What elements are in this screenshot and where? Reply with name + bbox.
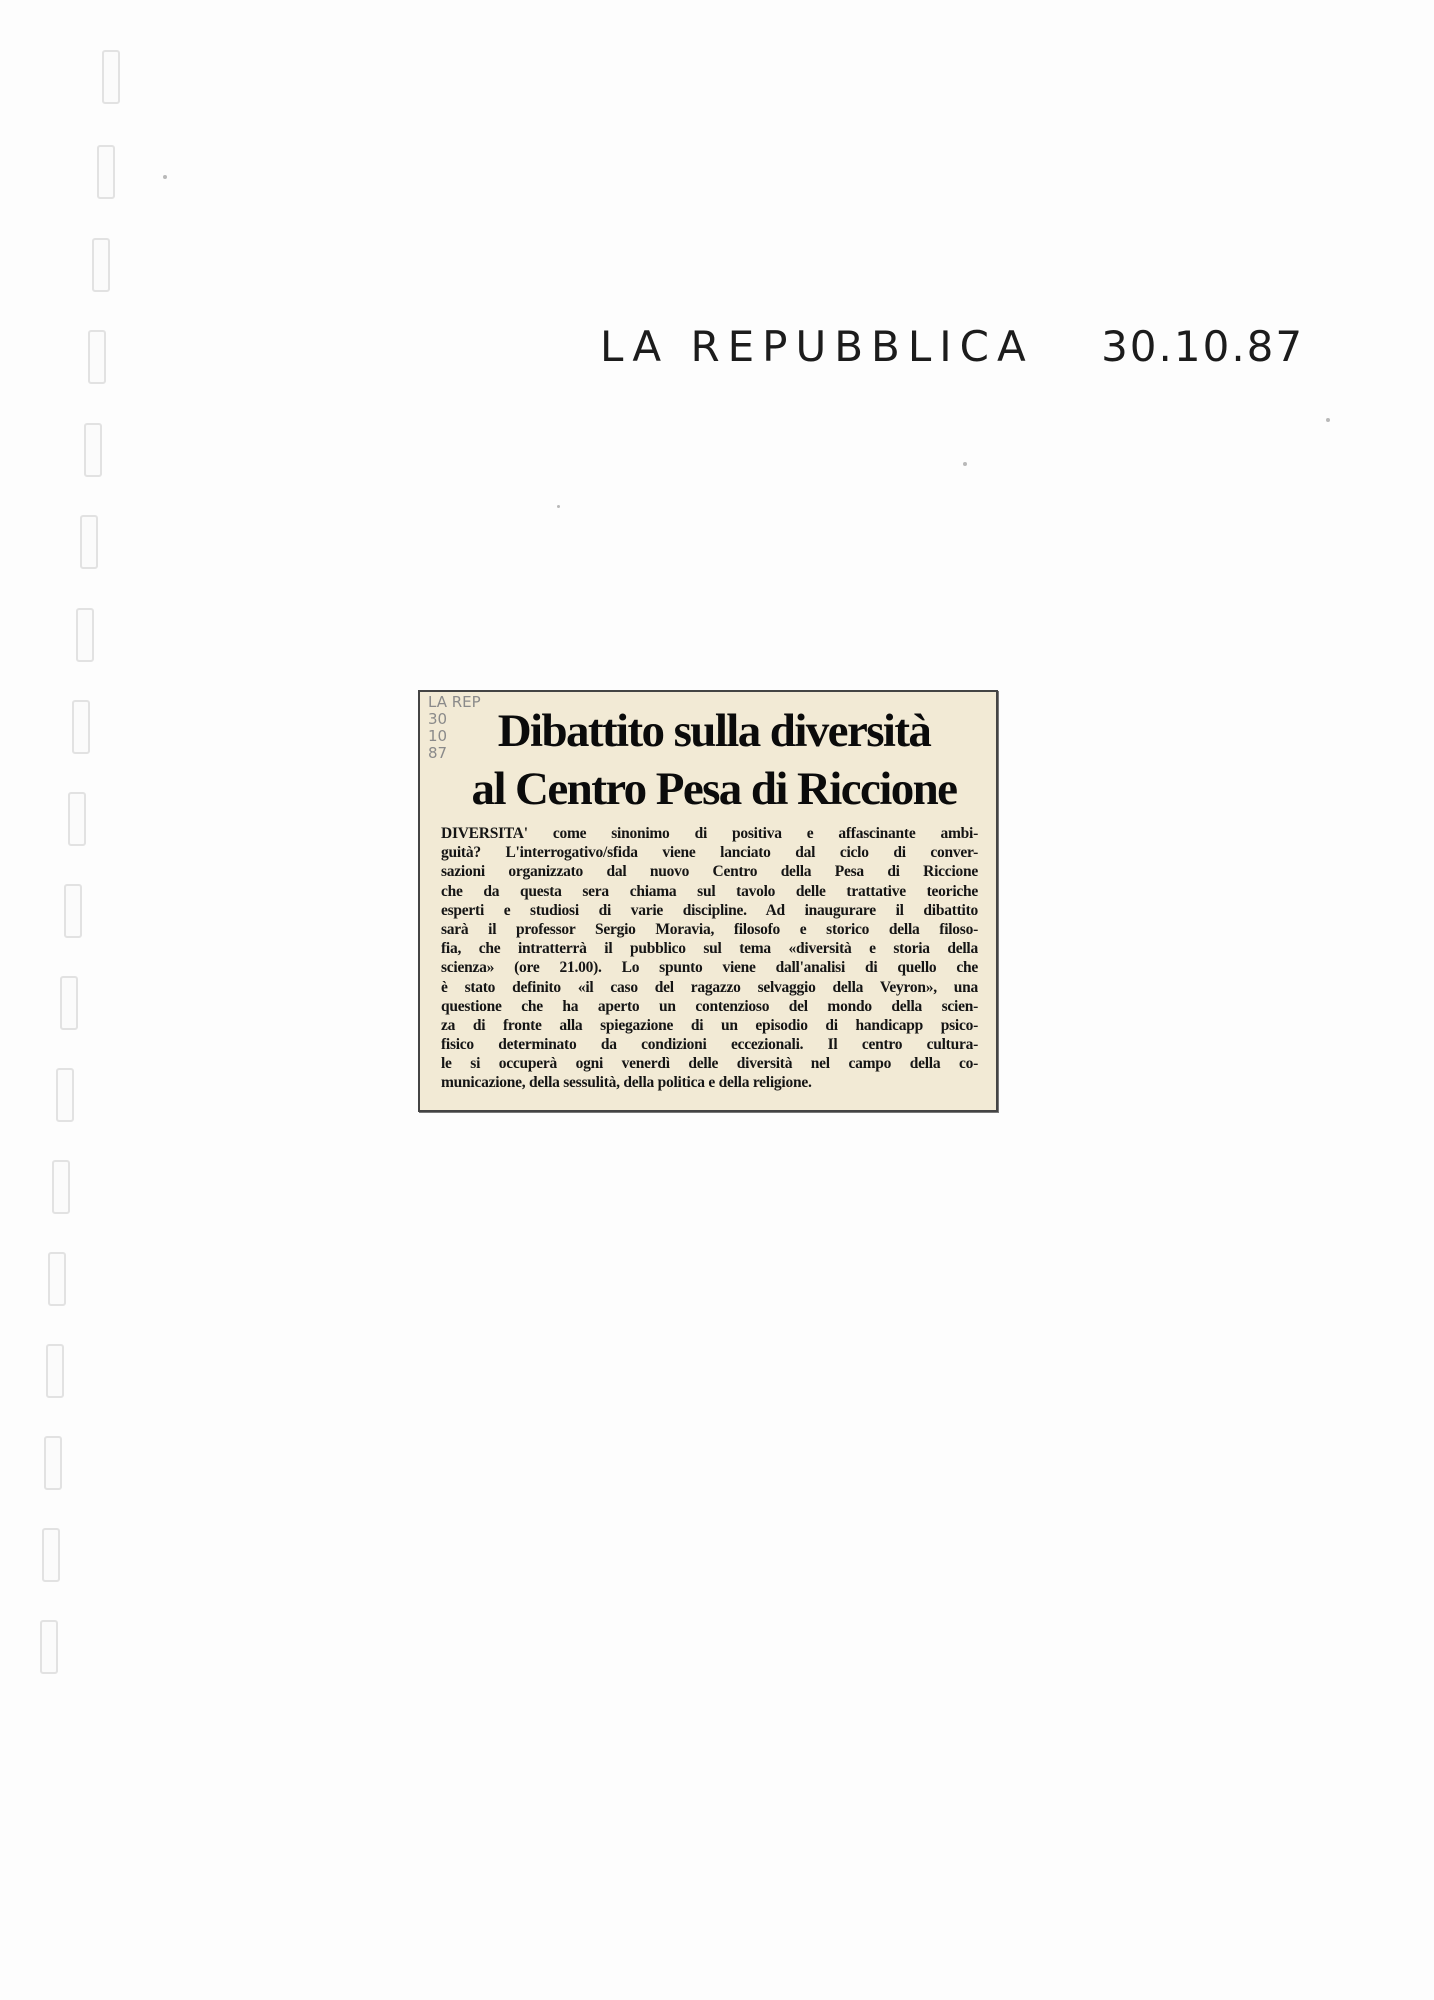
- body-line: è stato definito «il caso del ragazzo selvaggio della Veyron», una: [441, 978, 978, 996]
- binder-hole: [84, 423, 102, 477]
- newspaper-clipping: [418, 690, 998, 1112]
- binder-hole: [68, 792, 86, 846]
- handwritten-header: [600, 322, 1305, 382]
- body-line: questione che ha aperto un contenzioso del mondo della scien-: [441, 997, 978, 1015]
- margin-note-line: 10: [428, 727, 448, 745]
- margin-note-line: LA REP: [428, 693, 481, 711]
- body-line: municazione, della sessulità, della politica e della religione.: [441, 1074, 812, 1092]
- scan-speck: [163, 175, 167, 179]
- body-line: fisico determinato da condizioni eccezionali. Il centro cultura-: [441, 1036, 978, 1054]
- binder-hole: [97, 145, 115, 199]
- clipping-body: [441, 824, 978, 1093]
- body-line: esperti e studiosi di varie discipline. Ad inaugurare il dibattito: [441, 901, 978, 919]
- binder-hole: [40, 1620, 58, 1674]
- binder-hole: [52, 1160, 70, 1214]
- binder-hole: [72, 700, 90, 754]
- scan-speck: [557, 505, 560, 508]
- body-line: le si occuperà ogni venerdì delle diversità nel campo della co-: [441, 1055, 978, 1073]
- binder-hole: [102, 50, 120, 104]
- body-line: za di fronte alla spiegazione di un episodio di handicapp psico-: [441, 1016, 978, 1034]
- binder-hole: [88, 330, 106, 384]
- clipping-headline: [444, 702, 984, 818]
- body-line: scienza» (ore 21.00). Lo spunto viene dall'analisi di quello che: [441, 959, 978, 977]
- binder-hole: [44, 1436, 62, 1490]
- binder-hole: [48, 1252, 66, 1306]
- headline-line: Dibattito sulla diversità: [497, 705, 931, 757]
- binder-hole: [92, 238, 110, 292]
- binder-hole: [56, 1068, 74, 1122]
- header-source: LA REPUBBLICA: [600, 322, 1034, 371]
- binder-hole: [42, 1528, 60, 1582]
- body-line: che da questa sera chiama sul tavolo delle trattative teoriche: [441, 882, 978, 900]
- header-date: 30.10.87: [1101, 322, 1305, 371]
- binder-hole: [80, 515, 98, 569]
- body-line: guità? L'interrogativo/sfida viene lanciato dal ciclo di conver-: [441, 844, 978, 862]
- margin-note-line: 87: [428, 744, 448, 762]
- scan-speck: [1326, 418, 1330, 422]
- body-line: sazioni organizzato dal nuovo Centro della Pesa di Riccione: [441, 863, 978, 881]
- binder-hole: [76, 608, 94, 662]
- binder-holes: [0, 0, 140, 2000]
- binder-hole: [60, 976, 78, 1030]
- scan-speck: [963, 462, 967, 466]
- binder-hole: [46, 1344, 64, 1398]
- binder-hole: [64, 884, 82, 938]
- margin-note-line: 30: [428, 710, 448, 728]
- body-line: sarà il professor Sergio Moravia, filosofo e storico della filoso-: [441, 920, 978, 938]
- headline-line: al Centro Pesa di Riccione: [471, 763, 957, 815]
- body-line: fia, che intratterrà il pubblico sul tema «diversità e storia della: [441, 940, 978, 958]
- body-line: DIVERSITA' come sinonimo di positiva e affascinante ambi-: [441, 825, 978, 842]
